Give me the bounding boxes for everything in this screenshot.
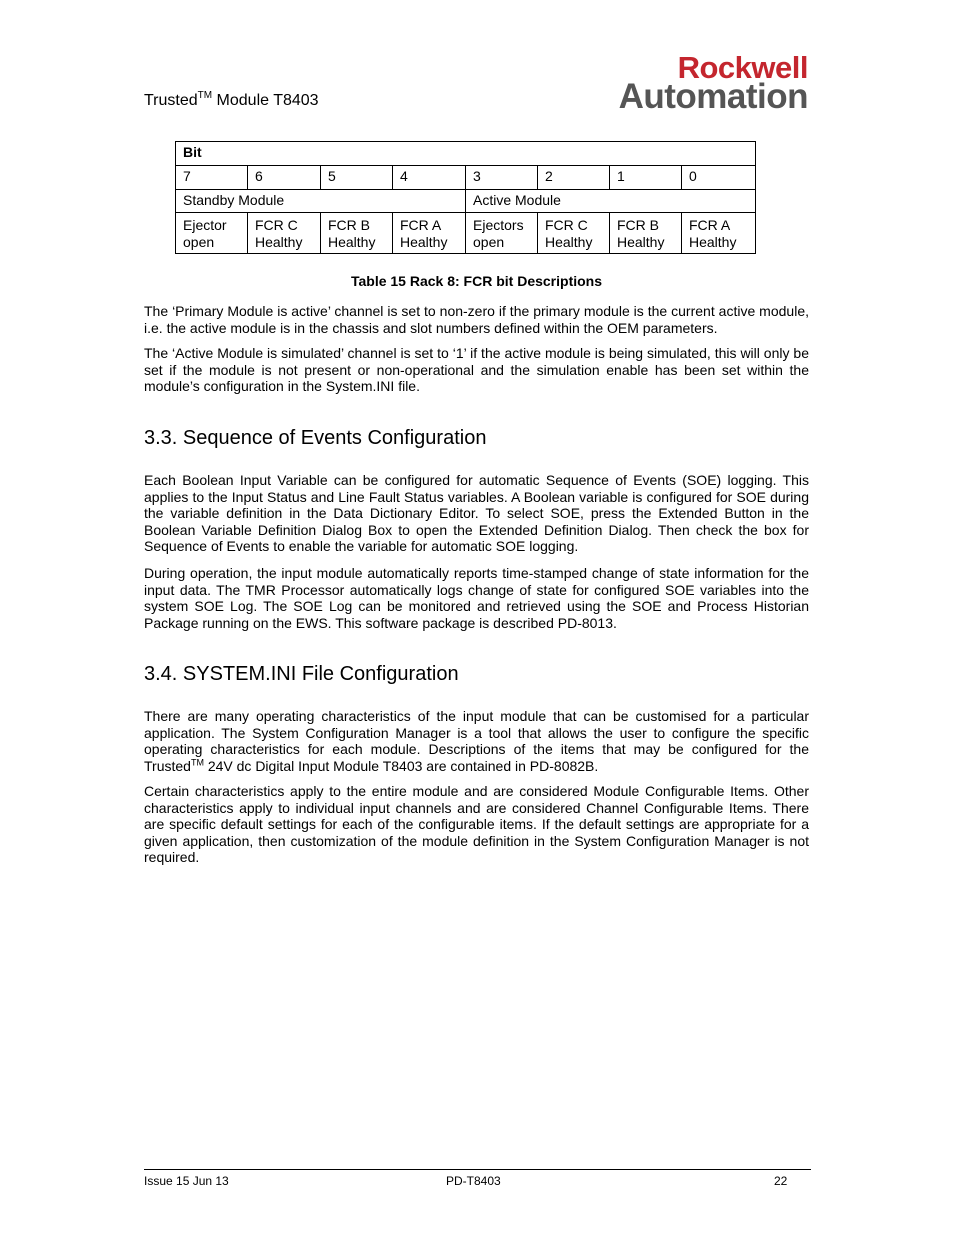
logo-rockwell: Rockwell [677,50,808,85]
group-standby-module: Standby Module [176,190,466,213]
table-header-bit: Bit [176,142,756,166]
paragraph-text: 24V dc Digital Input Module T8403 are contained in PD-8082B. [203,757,599,774]
desc-cell [393,213,466,254]
section-heading: 3.3. Sequence of Events Configuration [144,427,487,449]
desc-cell [610,213,682,254]
desc-line: Ejectors [473,217,524,233]
footer-doc-id: PD-T8403 [446,1174,501,1188]
paragraph [144,708,809,774]
desc-line: FCR A [689,217,731,233]
desc-line: Healthy [328,234,376,250]
title-module: Module T8403 [212,92,319,109]
desc-cell [682,213,756,254]
desc-line: FCR C [255,217,298,233]
paragraph: The ‘Active Module is simulated’ channel is set to ‘1’ if the active module is being simulated, this will only be set if the module is not present or non-operational and the simulation enable has been set within the module’s configuration in the System.INI file. [144,345,809,395]
desc-cell [538,213,610,254]
desc-line: Healthy [255,234,303,250]
desc-line: FCR B [617,217,659,233]
paragraph: During operation, the input module automatically reports time-stamped change of state information for the input data. The TMR Processor automatically logs change of state for configured SOE variables into the system SOE Log. The SOE Log can be monitored and retrieved using the SOE and Process Historian Package running on the EWS. This software package is described PD-8013. [144,565,809,631]
bit-cell: 3 [466,166,538,190]
bit-cell: 7 [176,166,248,190]
trademark-superscript: TM [190,757,204,768]
group-active-module: Active Module [466,190,756,213]
footer-divider [144,1169,811,1170]
bit-cell: 5 [321,166,393,190]
table-caption: Table 15 Rack 8: FCR bit Descriptions [350,273,603,289]
desc-line: Healthy [689,234,737,250]
fcr-bit-table [175,141,756,254]
bit-cell: 4 [393,166,466,190]
logo-automation: Automation [618,77,808,116]
desc-line: Healthy [545,234,593,250]
paragraph-text: There are many operating characteristics of the input module that can be customised for a particular application. The System Configuration Manager is a tool that allows the user to configure the specific operating characteristics for each module. Descriptions of the items that may be configured for the Trusted [144,708,809,774]
bit-cell: 1 [610,166,682,190]
paragraph: The ‘Primary Module is active’ channel is set to non-zero if the primary module is the current active module, i.e. the active module is in the chassis and slot numbers defined within the OEM parameters. [144,303,809,336]
desc-line: FCR B [328,217,370,233]
paragraph: Each Boolean Input Variable can be configured for automatic Sequence of Events (SOE) logging. This applies to the Input Status and Line Fault Status variables. A Boolean variable is configured for SOE during the variable definition in the Data Dictionary Editor. To select SOE, press the Extended Button in the Boolean Variable Definition Dialog Box to open the Extended Definition Dialog. Then check the box for Sequence of Events to enable the variable for automatic SOE logging. [144,472,809,555]
footer-issue: Issue 15 Jun 13 [144,1174,229,1188]
desc-line: Ejector [183,217,227,233]
footer-page-number: 22 [774,1174,788,1188]
bit-cell: 2 [538,166,610,190]
desc-cell [248,213,321,254]
desc-line: open [473,234,505,250]
page-header-title [144,92,319,110]
trademark-superscript: TM [197,90,213,101]
desc-line: Healthy [400,234,448,250]
paragraph: Certain characteristics apply to the entire module and are considered Module Configurable Items. Other characteristics apply to individual input channels and are considered Channel Configurable Items. There are specific default settings for each of the configurable items. If the default settings are appropriate for a given application, then customization of the module definition in the System Configuration Manager is not required. [144,783,809,866]
desc-cell [466,213,538,254]
bit-cell: 0 [682,166,756,190]
desc-cell [176,213,248,254]
desc-cell [321,213,393,254]
section-heading: 3.4. SYSTEM.INI File Configuration [144,663,459,685]
rockwell-automation-logo [572,50,808,116]
desc-line: Healthy [617,234,665,250]
desc-line: open [183,234,215,250]
bit-cell: 6 [248,166,321,190]
desc-line: FCR A [400,217,442,233]
title-text: Trusted [144,92,198,109]
desc-line: FCR C [545,217,588,233]
